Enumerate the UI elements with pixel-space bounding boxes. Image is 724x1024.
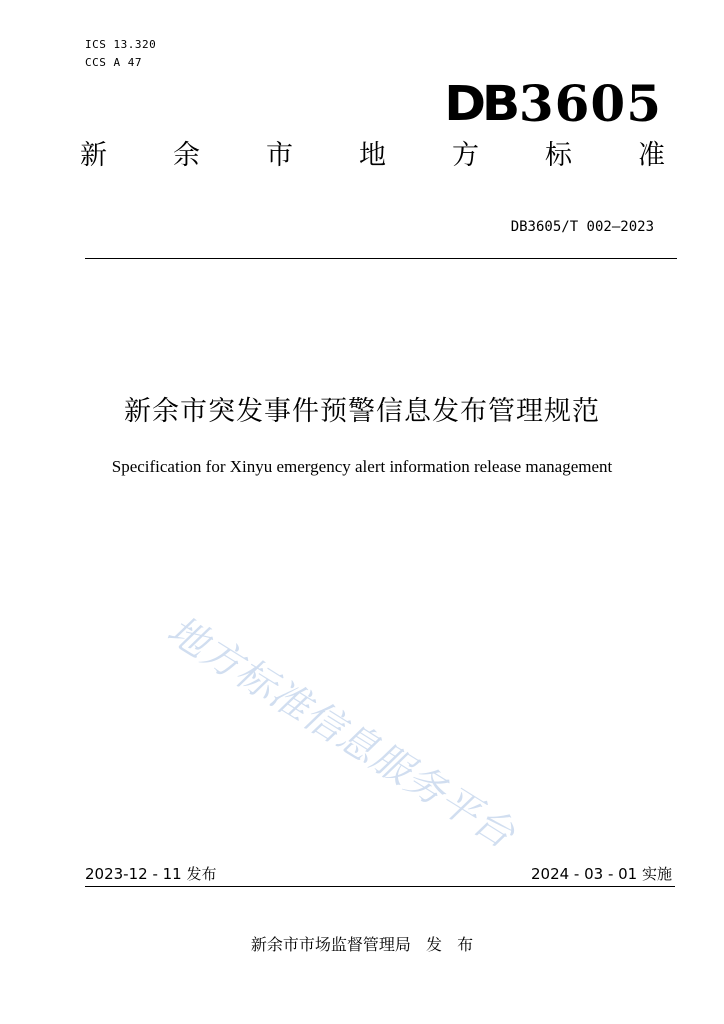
footer-divider [85, 886, 675, 887]
standard-type-char: 标 [545, 140, 572, 171]
implementation-date: 2024 - 03 - 01 实施 [530, 865, 672, 883]
publisher: 新余市市场监督管理局 发 布 [250, 935, 474, 954]
issue-date: 2023-12 - 11 发布 [85, 865, 217, 883]
standard-type-char: 市 [266, 140, 293, 171]
standard-type-heading [80, 138, 665, 174]
db-letters: DB [444, 76, 517, 132]
ccs-code: CCS A 47 [85, 56, 142, 69]
watermark: 地方标准信息服务平台 [159, 607, 523, 858]
title-chinese: 新余市突发事件预警信息发布管理规范 [124, 396, 600, 427]
header-divider [85, 258, 677, 259]
db-standard-logo [444, 72, 662, 133]
title-english: Specification for Xinyu emergency alert information release management [111, 457, 613, 476]
standard-type-char: 新 [80, 140, 107, 171]
standard-type-char: 方 [452, 140, 479, 171]
db-number: 3605 [518, 74, 662, 133]
document-number: DB3605/T 002—2023 [510, 219, 654, 235]
standard-type-char: 余 [173, 140, 200, 171]
standard-type-char: 准 [638, 140, 665, 171]
ics-code: ICS 13.320 [85, 38, 157, 51]
standard-type-char: 地 [359, 140, 386, 171]
